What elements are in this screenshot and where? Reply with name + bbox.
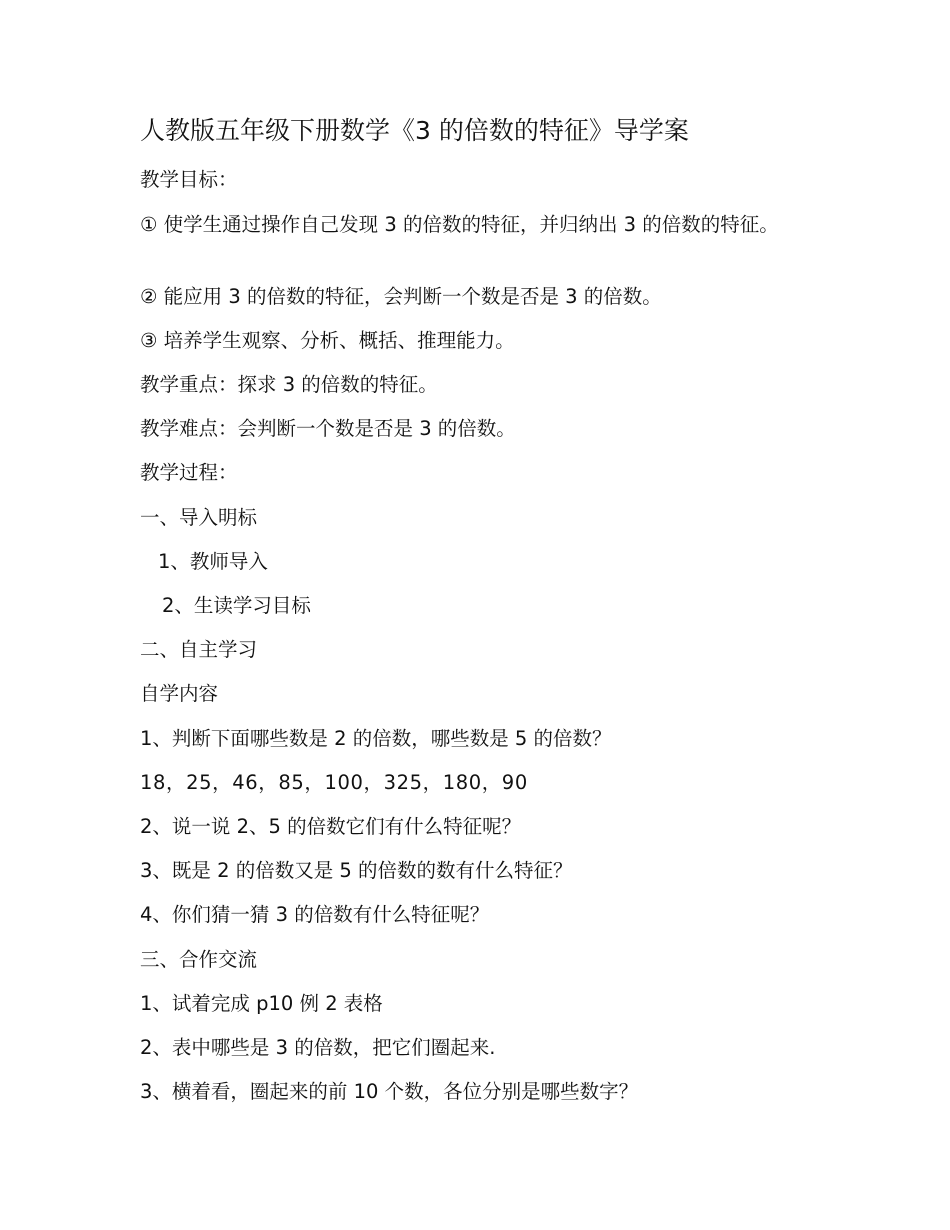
document-title: 人教版五年级下册数学《3 的倍数的特征》导学案: [140, 116, 689, 145]
difficult-point: 教学难点：会判断一个数是否是 3 的倍数。: [140, 417, 516, 440]
section-1-item-1: 1、教师导入: [158, 550, 268, 573]
section-2-heading: 二、自主学习: [140, 638, 258, 661]
self-study-question-3: 3、既是 2 的倍数又是 5 的倍数的数有什么特征？: [140, 859, 573, 882]
number-list: 18，25，46，85，100，325，180，90: [140, 771, 528, 794]
cooperation-item-1: 1、试着完成 p10 例 2 表格: [140, 992, 383, 1015]
self-study-question-1: 1、判断下面哪些数是 2 的倍数，哪些数是 5 的倍数？: [140, 727, 612, 750]
objectives-heading: 教学目标：: [140, 168, 238, 191]
section-1-item-2: 2、生读学习目标: [162, 594, 311, 617]
objective-3: ③ 培养学生观察、分析、概括、推理能力。: [140, 329, 515, 352]
objective-1: ① 使学生通过操作自己发现 3 的倍数的特征，并归纳出 3 的倍数的特征。: [140, 213, 779, 236]
objective-2: ② 能应用 3 的倍数的特征，会判断一个数是否是 3 的倍数。: [140, 285, 662, 308]
section-1-heading: 一、导入明标: [140, 506, 258, 529]
self-study-question-2: 2、说一说 2、5 的倍数它们有什么特征呢？: [140, 815, 522, 838]
section-3-heading: 三、合作交流: [140, 948, 258, 971]
process-heading: 教学过程：: [140, 461, 238, 484]
cooperation-item-3: 3、横着看，圈起来的前 10 个数，各位分别是哪些数字？: [140, 1080, 639, 1103]
self-study-question-4: 4、你们猜一猜 3 的倍数有什么特征呢？: [140, 903, 490, 926]
self-study-heading: 自学内容: [140, 682, 219, 705]
key-point: 教学重点：探求 3 的倍数的特征。: [140, 373, 438, 396]
cooperation-item-2: 2、表中哪些是 3 的倍数，把它们圈起来.: [140, 1036, 496, 1059]
